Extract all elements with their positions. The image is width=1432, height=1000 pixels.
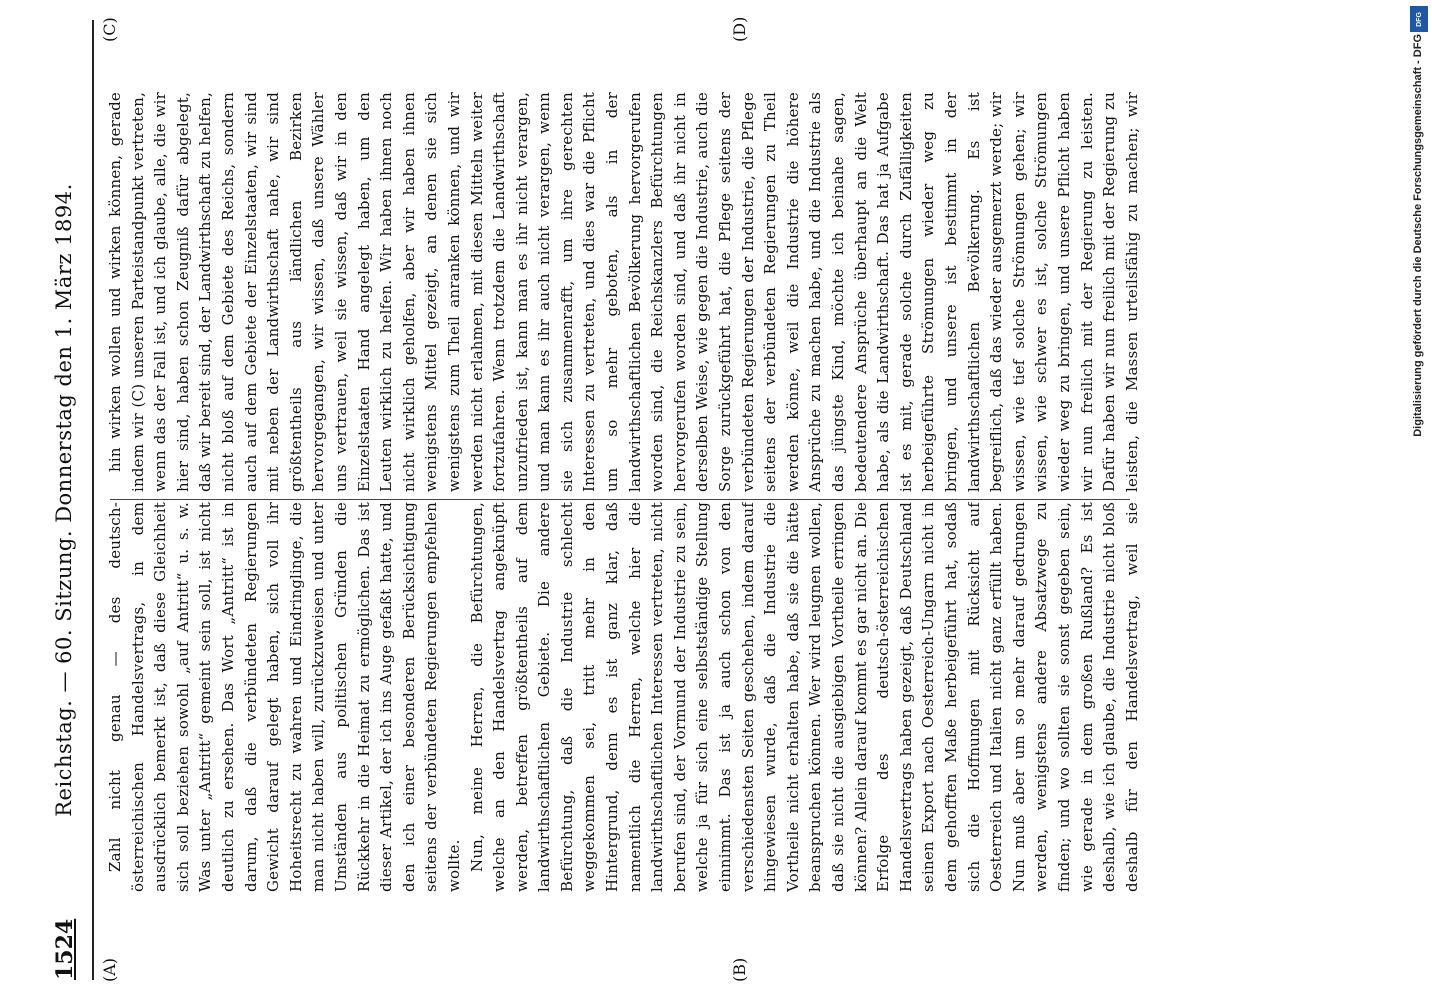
dfg-logo-text: DFG xyxy=(1415,11,1423,27)
running-title: Reichstag. — 60. Sitzung. Donnerstag den 1. März 1894. xyxy=(52,183,76,817)
page-number: 1524 xyxy=(52,918,78,980)
digitization-strip xyxy=(1404,0,1432,1000)
dfg-logo xyxy=(1410,6,1428,32)
paragraph: Zahl nicht genau — des deutsch-österreichischen Handelsvertrags, in dem ausdrücklich bemerkt ist, daß diese Gleichheit sich soll beziehen sowohl „auf Antritt“ u. s. w. Was unter „Antritt“ gemeint sein soll, ist nicht deutlich zu ersehen. Das Wort „Antritt“ ist in darum, daß die verbündeten Regierungen Gewicht darauf gelegt haben, sich voll ihr Hoheitsrecht zu wahren und Eindringlinge, die man nicht haben will, zurückzuweisen und unter Umständen aus politischen Gründen die Rückkehr in die Heimat zu ermöglichen. Das ist dieser Artikel, der ich ins Auge gefaßt hatte, und den ich einer besonderen Berücksichtigung seitens der verbündeten Regierungen empfehlen wollte. xyxy=(106,502,463,892)
header-rule xyxy=(92,20,94,980)
digitization-note: Digitalisierung gefördert durch die Deutsche Forschungsgemeinschaft - DFG xyxy=(1412,34,1424,437)
left-column xyxy=(104,502,1144,892)
column-divider xyxy=(110,499,1130,500)
paragraph: hin wirken wollen und wirken können, gerade indem wir (C) unseren Parteistandpunkt vertreten, wenn das der Fall ist, und ich glaube, alle, die wir hier sind, haben schon Zeugniß dafür abgelegt, daß wir bereit sind, der Landwirthschaft zu helfen, nicht bloß auf dem Gebiete des Reichs, sondern auch auf dem Gebiete der Einzelstaaten, wir sind mit neben der Landwirthschaft nahe, wir sind größtentheils aus ländlichen Bezirken hervorgegangen, wir wissen, daß unsere Wähler uns vertrauen, weil sie wissen, daß wir in den Einzelstaaten Hand angelegt haben, um den Leuten wirklich zu helfen. Wir haben ihnen noch nicht wirklich geholfen, aber wir haben ihnen wenigstens Mittel gezeigt, an denen sie sich wenigstens zum Theil anranken können, und wir werden nicht erlahmen, mit diesen Mitteln weiter fortzufahren. Wenn trotzdem die Landwirthschaft unzufrieden ist, kann man es ihr nicht verargen, und man kann es ihr auch nicht verargen, wenn sie sich zusammenrafft, um ihre gerechten Interessen zu vertreten, und dies war die Pflicht um so mehr geboten, als in der landwirthschaftlichen Bevölkerung hervorgerufen worden sind, die Reichskanzlers Befürchtungen hervorgerufen worden sind, und daß ihr nicht in derselben Weise, wie gegen die Industrie, auch die Sorge zurückgeführt hat, die Pflege seitens der verbündeten Regierungen der Industrie, die Pflege seitens der verbündeten Regierungen zu Theil werden könne, weil die Industrie die höhere Ansprüche zu machen habe, und die Industrie als das jüngste Kind, möchte ich beinahe sagen, bedeutendere Ansprüche überhaupt an die Welt habe, als die Landwirthschaft. Das hat ja Aufgabe ist es mit, gerade solche durch Zufälligkeiten herbeigeführte Strömungen wieder weg zu bringen, und unsere ist bestimmt in der landwirthschaftlichen Bevölkerung. Es ist begreiflich, daß das wieder ausgemerzt werde; wir wissen, wie tief solche Strömungen gehen; wir wissen, wie schwer es ist, solche Strömungen wieder weg zu bringen, und unsere Pflicht haben wir nun freilich mit der Regierung zu leisten. Dafür haben wir nun freilich mit der Regierung zu leisten, die Massen urteilsfähig zu machen; wir xyxy=(106,92,1141,492)
margin-mark-a: (A) xyxy=(100,957,119,982)
margin-mark-d: (D) xyxy=(730,16,749,42)
margin-mark-b: (B) xyxy=(730,957,749,982)
paragraph: Nun, meine Herren, die Befürchtungen, welche an den Handelsvertrag angeknüpft werden, betreffen größtentheils auf dem landwirthschaftlichen Gebiete. Die andere Befürchtung, daß die Industrie schlecht weggekommen sei, tritt mehr in den Hintergrund, denn es ist ganz klar, daß namentlich die Herren, welche hier die landwirthschaftlichen Interessen vertreten, nicht berufen sind, der Vormund der Industrie zu sein, welche ja für sich eine selbstständige Stellung einnimmt. Das ist ja auch schon von den verschiedensten Seiten geschehen, indem darauf hingewiesen wurde, daß die Industrie die Vortheile nicht erhalten habe, daß sie die hätte beanspruchen können. Wer wird leugnen wollen, daß sie nicht die ausgiebigen Vortheile erringen können? Allein darauf kommt es gar nicht an. Die Erfolge des deutsch-österreichischen Handelsvertrags haben gezeigt, daß Deutschland seinen Export nach Oesterreich-Ungarn nicht in dem gehofften Maße herbeigeführt hat, sodaß sich die Hoffnungen mit Rücksicht auf Oesterreich und Italien nicht ganz erfüllt haben. Nun muß aber um so mehr darauf gedrungen werden, wenigstens andere Absatzwege zu finden; und wo sollten sie sonst gegeben sein, wie gerade in dem großen Rußland? Es ist deshalb, wie ich glaube, die Industrie nicht bloß deshalb für den Handelsvertrag, weil sie xyxy=(467,502,1141,892)
right-column xyxy=(104,92,1144,492)
margin-mark-c: (C) xyxy=(100,17,119,42)
page-header xyxy=(52,20,92,980)
